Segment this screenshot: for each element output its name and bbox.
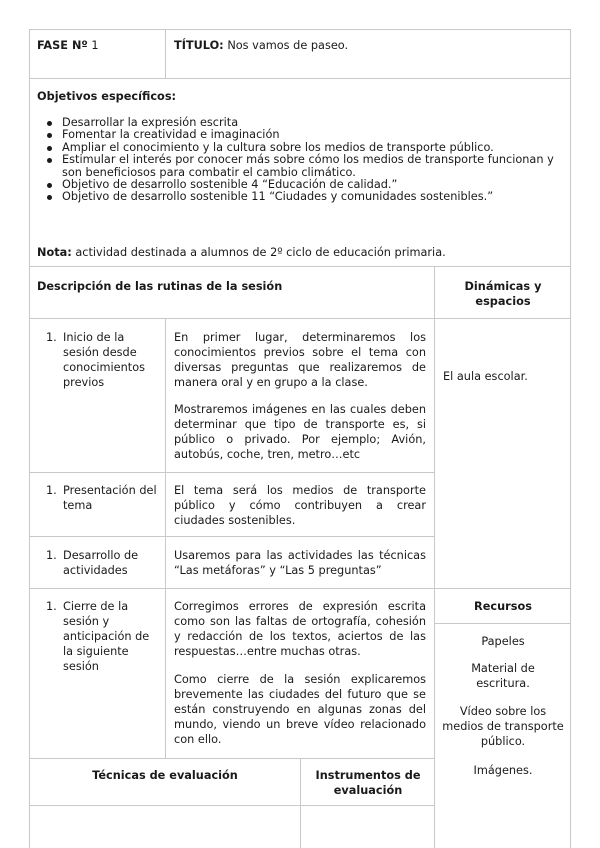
evaluation-divider-top [29,758,435,759]
tecnicas-heading: Técnicas de evaluación [92,769,238,782]
objective-item: Ampliar el conocimiento y la cultura sobre los medios de transporte público. [30,142,570,154]
row3-divider [29,588,571,589]
fase-value: 1 [91,39,99,52]
row-number: 1. [46,600,57,613]
row-number: 1. [46,484,57,497]
dinamicas-column-header: Dinámicas y espacios [464,280,542,308]
recurso-item: Imágenes. [473,764,533,777]
recursos-heading: Recursos [474,600,532,613]
recurso-item: Vídeo sobre los medios de transporte público. [442,705,564,748]
routine-description: El tema será los medios de transporte público y cómo contribuyen a crear ciudades sostenibles. [174,484,426,527]
row2-divider [29,536,435,537]
header-divider [29,78,571,79]
nota-text: actividad destinada a alumnos de 2º ciclo de educación primaria. [75,246,446,259]
objective-item: Objetivo de desarrollo sostenible 11 “Ciudades y comunidades sostenibles.” [30,191,570,203]
objectives-list [30,117,570,204]
nota-label: Nota: [37,246,72,259]
titulo-cell [174,38,348,53]
column-headers-divider [29,318,571,319]
routine-description: Corregimos errores de expresión escrita como son las faltas de ortografía, cohesión y redacción de los textos, aciertos de las respuestas…entre muchas otras. [174,600,426,658]
routine-description: En primer lugar, determinaremos los conocimientos previos sobre el tema con diversas preguntas que realizaremos de manera oral y en grupo a la clase. [174,331,426,389]
row-number: 1. [46,549,57,562]
routine-description: Usaremos para las actividades las técnicas “Las metáforas” y “Las 5 preguntas” [174,549,426,577]
titulo-label: TÍTULO: [174,39,224,52]
evaluation-divider-vertical [300,758,301,848]
objectives-heading: Objetivos específicos: [37,90,177,103]
routine-description: Mostraremos imágenes en las cuales deben determinar que tipo de transporte es, si público o privado. Por ejemplo; Avión, autobús, coche, tren, metro…etc [174,403,426,461]
routine-title: Cierre de la sesión y anticipación de la siguiente sesión [63,600,150,673]
espacio-text: El aula escolar. [443,370,528,383]
objective-item: Fomentar la creatividad e imaginación [30,129,570,141]
recurso-item: Papeles [481,635,525,648]
instrumentos-heading: Instrumentos de evaluación [315,769,421,797]
objective-item: Objetivo de desarrollo sostenible 4 “Educación de calidad.” [30,179,570,191]
dinamicas-column-divider [434,266,435,848]
routine-title: Inicio de la sesión desde conocimientos previos [63,331,146,389]
fase-cell [37,38,99,53]
fase-label: FASE Nº [37,39,88,52]
table-border-right [570,29,571,848]
objective-item: Desarrollar la expresión escrita [30,117,570,129]
titulo-value: Nos vamos de paseo. [227,39,349,52]
routine-description: Como cierre de la sesión explicaremos brevemente las ciudades del futuro que se están construyendo en algunas zonas del mundo, viendo un breve vídeo relacionado con ello. [174,673,426,746]
routine-title-divider [165,318,166,758]
routine-title: Desarrollo de actividades [63,549,139,577]
evaluation-divider-bottom [29,805,435,806]
nota [37,245,446,260]
objectives-divider [29,266,571,267]
row-number: 1. [46,331,57,344]
recursos-divider [434,623,571,624]
header-divider-vertical [165,29,166,78]
rutinas-column-header: Descripción de las rutinas de la sesión [37,280,283,293]
recurso-item: Material de escritura. [471,662,535,690]
objective-item: Estimular el interés por conocer más sobre cómo los medios de transporte funcionan y son beneficiosos para combatir el cambio climático. [30,154,570,179]
row1-divider [29,472,435,473]
table-border-top [29,29,571,30]
routine-title: Presentación del tema [63,484,157,512]
